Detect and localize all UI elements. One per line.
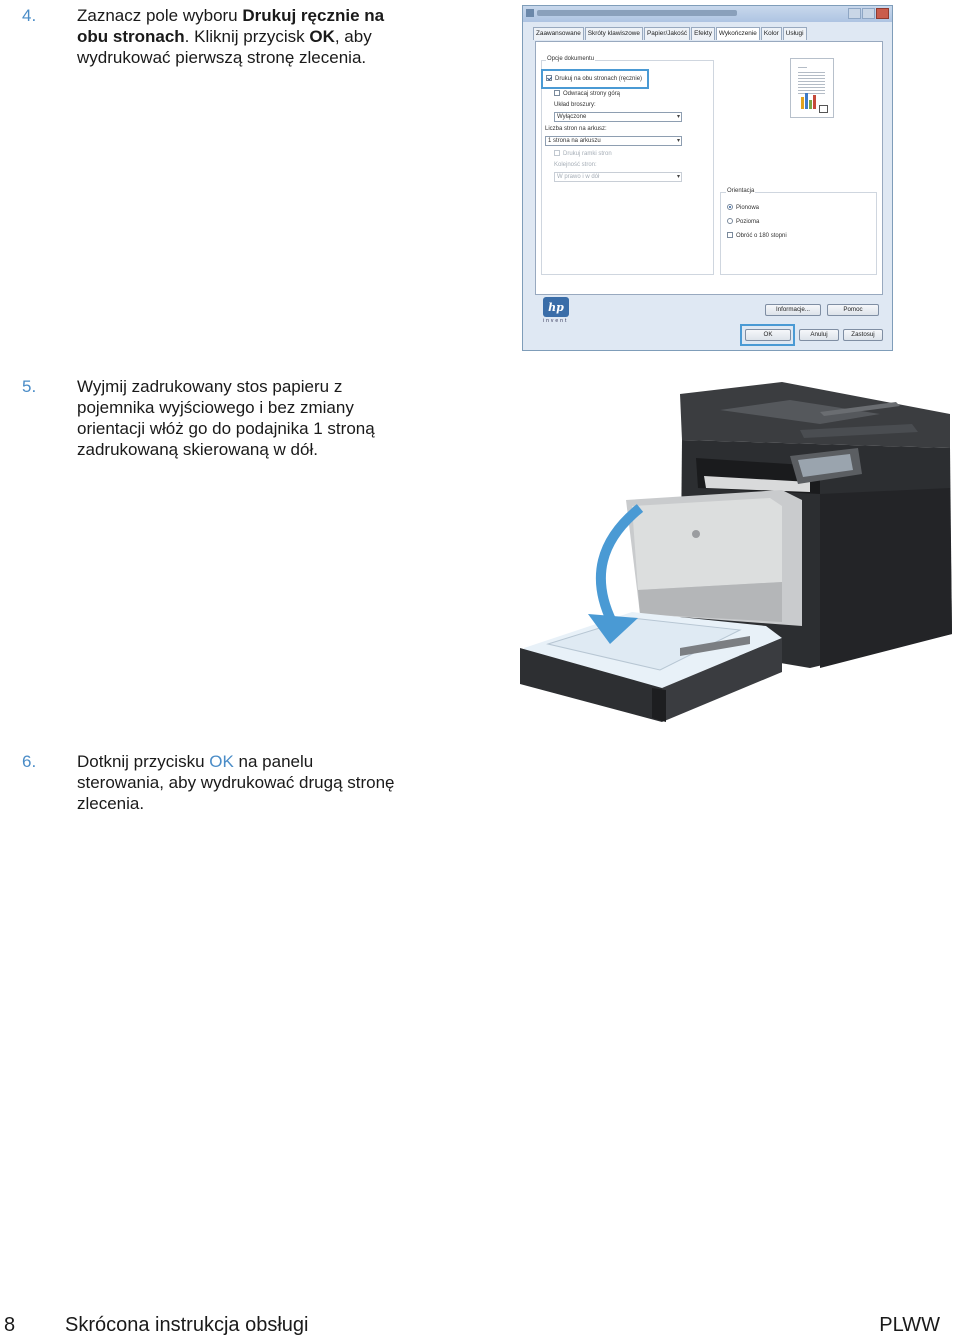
step-4-text [77, 5, 384, 68]
step-5-line-3: orientacji włóż go do podajnika 1 stroną [77, 419, 375, 438]
duplex-manual-option[interactable]: Drukuj na obu stronach (ręcznie) [546, 75, 642, 83]
orientation-title: Orientacja [727, 188, 755, 194]
pages-per-sheet-label: Liczba stron na arkusz: [545, 126, 607, 132]
step-4-line-2: obu stronach. Kliknij przycisk OK, aby [77, 27, 372, 46]
minimize-icon[interactable] [848, 8, 861, 19]
flip-pages-up-option[interactable]: Odwracaj strony górą [554, 90, 620, 98]
dialog-tabs [533, 27, 808, 41]
step-5-line-2: pojemnika wyjściowego i bez zmiany [77, 398, 354, 417]
step-6-line-1: Dotknij przycisku OK na panelu [77, 752, 314, 771]
svg-text:hp: hp [548, 301, 564, 314]
step-4-number: 4. [22, 6, 37, 25]
info-button[interactable]: Informacje... [765, 304, 821, 316]
step-5-text [77, 376, 375, 460]
step-6-text [77, 751, 395, 814]
portrait-radio[interactable] [727, 204, 733, 210]
tab-services[interactable]: Usługi [783, 27, 807, 40]
apply-button[interactable]: Zastosuj [843, 329, 883, 341]
finishing-panel [535, 41, 883, 295]
duplex-highlight [541, 69, 649, 89]
maximize-icon[interactable] [862, 8, 875, 19]
booklet-layout-select[interactable]: Wyłączone ▾ [554, 112, 682, 122]
tab-color[interactable]: Kolor [761, 27, 782, 40]
step-4-line-1: Zaznacz pole wyboru Drukuj ręcznie na [77, 6, 385, 25]
tab-finishing[interactable]: Wykończenie [716, 27, 760, 40]
step-5-number: 5. [22, 377, 37, 396]
ok-button[interactable]: OK [745, 329, 791, 341]
printer-tray-illustration [520, 376, 960, 728]
step-4-line-3: wydrukować pierwszą stronę zlecenia. [77, 48, 367, 67]
dialog-titlebar [523, 6, 892, 22]
step-6-number: 6. [22, 752, 37, 771]
portrait-option[interactable]: Pionowa [727, 204, 759, 212]
window-controls [847, 8, 889, 19]
tab-effects[interactable]: Efekty [691, 27, 715, 40]
rotate-180-option[interactable]: Obróć o 180 stopni [727, 232, 787, 240]
rotate-180-checkbox[interactable] [727, 232, 733, 238]
pages-per-sheet-select[interactable]: 1 strona na arkuszu ▾ [545, 136, 682, 146]
page-order-select[interactable]: W prawo i w dół ▾ [554, 172, 682, 182]
tab-advanced[interactable]: Zaawansowane [533, 27, 584, 40]
step-6-line-2: sterowania, aby wydrukować drugą stronę [77, 773, 395, 792]
step-5-line-1: Wyjmij zadrukowany stos papieru z [77, 377, 343, 396]
booklet-layout-label: Układ broszury: [554, 102, 596, 108]
help-button[interactable]: Pomoc [827, 304, 879, 316]
dialog-title-blurred [537, 10, 737, 16]
flip-pages-checkbox[interactable] [554, 90, 560, 96]
printer-icon [526, 9, 534, 17]
page-borders-checkbox[interactable] [554, 150, 560, 156]
hp-logo-text: invent [543, 318, 569, 324]
cancel-button[interactable]: Anuluj [799, 329, 839, 341]
print-page-borders-option[interactable]: Drukuj ramki stron [554, 150, 612, 158]
tab-shortcuts[interactable]: Skróty klawiszowe [585, 27, 643, 40]
landscape-radio[interactable] [727, 218, 733, 224]
step-5-line-4: zadrukowaną skierowaną w dół. [77, 440, 318, 459]
footer-title: Skrócona instrukcja obsługi [65, 1314, 309, 1336]
footer-code: PLWW [879, 1314, 940, 1336]
landscape-option[interactable]: Pozioma [727, 218, 759, 226]
page-order-label: Kolejność stron: [554, 162, 597, 168]
document-options-title: Opcje dokumentu [547, 56, 595, 62]
close-icon[interactable] [876, 8, 889, 19]
tab-paper-quality[interactable]: Papier/Jakość [644, 27, 690, 40]
step-6-line-3: zlecenia. [77, 794, 145, 813]
page-preview-image [790, 58, 834, 118]
ok-highlight [740, 324, 795, 346]
footer-page-number: 8 [4, 1314, 16, 1336]
printer-properties-dialog [522, 5, 893, 351]
